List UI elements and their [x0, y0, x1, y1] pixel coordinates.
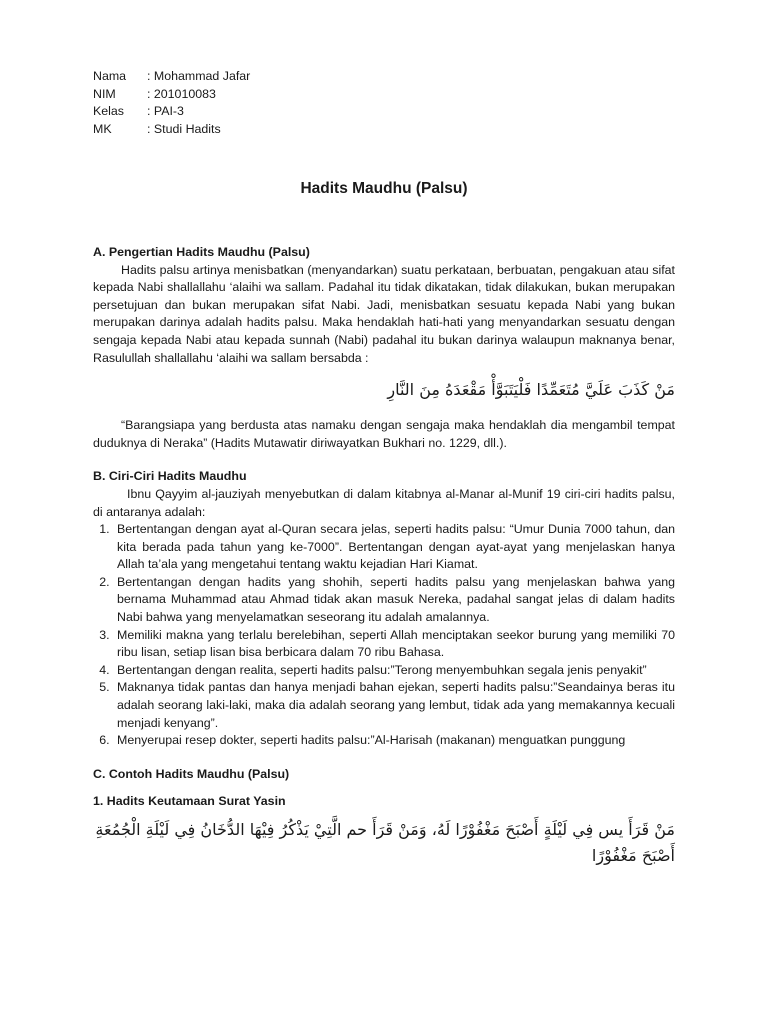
info-value: : PAI-3 — [147, 104, 184, 119]
section-c-heading: C. Contoh Hadits Maudhu (Palsu) — [93, 766, 290, 781]
info-value: : 201010083 — [147, 86, 216, 101]
info-row-mk — [93, 121, 675, 139]
section-a — [93, 244, 675, 452]
info-label: MK — [93, 121, 112, 136]
section-b-heading: B. Ciri-Ciri Hadits Maudhu — [93, 469, 247, 484]
list-item: 4. Bertentangan dengan realita, seperti hadits palsu:”Terong menyembuhkan segala jenis penyakit” — [113, 662, 675, 680]
subsection-heading: 1. Hadits Keutamaan Surat Yasin — [93, 794, 286, 809]
list-item: 2. Bertentangan dengan hadits yang shohih, seperti hadits palsu yang menjelaskan bahwa yang bernama Muhammad atau Ahmad tidak akan masuk Nereka, padahal sangat jelas di dalam hadits Nabi bahwa yang menyelamatkan seseorang itu adalah amalannya. — [113, 574, 675, 627]
info-label: Kelas — [93, 104, 124, 119]
section-c — [93, 766, 675, 869]
hadith-translation: “Barangsiapa yang berdusta atas namaku dengan sengaja maka hendaklah dia mengambil tempat duduknya di Neraka” (Hadits Mutawatir diriwayatkan Bukhari no. 1229, dll.). — [93, 418, 675, 450]
list-item: 6. Menyerupai resep dokter, seperti hadits palsu:”Al-Harisah (makanan) menguatkan punggung — [113, 732, 675, 750]
section-b — [93, 468, 675, 750]
document-page — [93, 68, 675, 869]
info-value: : Mohammad Jafar — [147, 69, 251, 83]
list-item: 5. Maknanya tidak pantas dan hanya menjadi bahan ejekan, seperti hadits palsu:”Seandainya beras itu adalah seorang laki-laki, maka dia adalah seorang yang lembut, tidak ada yang memakannya kecuali menjadi kenyang”. — [113, 679, 675, 732]
document-title: Hadits Maudhu (Palsu) — [300, 180, 468, 198]
list-item: 1. Bertentangan dengan ayat al-Quran secara jelas, seperti hadits palsu: “Umur Dunia 7000 tahun, dan kita berada pada tahun yang ke-7000”. Bertentangan dengan ayat-ayat yang menjelaskan hanya Allah ta’ala yang mengetahui tentang waktu kejadian Hari Kiamat. — [113, 521, 675, 574]
arabic-hadith-yasin: مَنْ قَرَأَ يس فِي لَيْلَةٍ أَصْبَحَ مَغْفُوْرًا لَهُ، وَمَنْ قَرَأَ حم الَّتِيْ يَذْكُرُ فِيْهَا الدُّخَانُ فِي لَيْلَةِ الْجُمُعَةِ أَصْبَحَ مَغْفُوْرًا — [95, 820, 675, 865]
info-label: NIM — [93, 86, 116, 101]
info-row-nim — [93, 86, 675, 104]
section-b-intro: Ibnu Qayyim al-jauziyah menyebutkan di dalam kitabnya al-Manar al-Munif 19 ciri-ciri hadits palsu, di antaranya adalah: — [93, 486, 675, 519]
list-item: 3. Memiliki makna yang terlalu berelebihan, seperti Allah menciptakan seekor burung yang memiliki 70 ribu lisan, setiap lisan bisa berbicara dalam 70 ribu Bahasa. — [113, 627, 675, 662]
info-label: Nama — [93, 69, 127, 83]
section-a-heading: A. Pengertian Hadits Maudhu (Palsu) — [93, 244, 310, 259]
info-row-nama — [93, 68, 675, 86]
section-a-paragraph: Hadits palsu artinya menisbatkan (menyandarkan) suatu perkataan, berbuatan, pengakuan atau sifat kepada Nabi shallallahu ‘alaihi wa sallam. Padahal itu tidak dikatakan, tidak dilakukan, bukan merupakan persetujuan dan bukan merupakan sifat Nabi. Jadi, menisbatkan sesuatu kepada Nabi yang bukan merupakan darinya adalah hadits palsu. Maka hendaklah hati-hati yang menyandarkan sesuatu dengan sengaja kepada Nabi atau kepada sunnah (Nabi) padahal itu bukan darinya walaupun maknanya benar, Rasulullah shallallahu ‘alaihi wa sallam bersabda : — [93, 262, 675, 365]
arabic-hadith-text: مَنْ كَذَبَ عَلَيَّ مُتَعَمِّدًا فَلْيَتَبَوَّأْ مَقْعَدَهُ مِنَ النَّارِ — [387, 380, 675, 400]
characteristics-list — [93, 521, 675, 750]
info-value: : Studi Hadits — [147, 121, 221, 136]
student-info — [93, 68, 675, 138]
info-row-kelas — [93, 103, 675, 121]
